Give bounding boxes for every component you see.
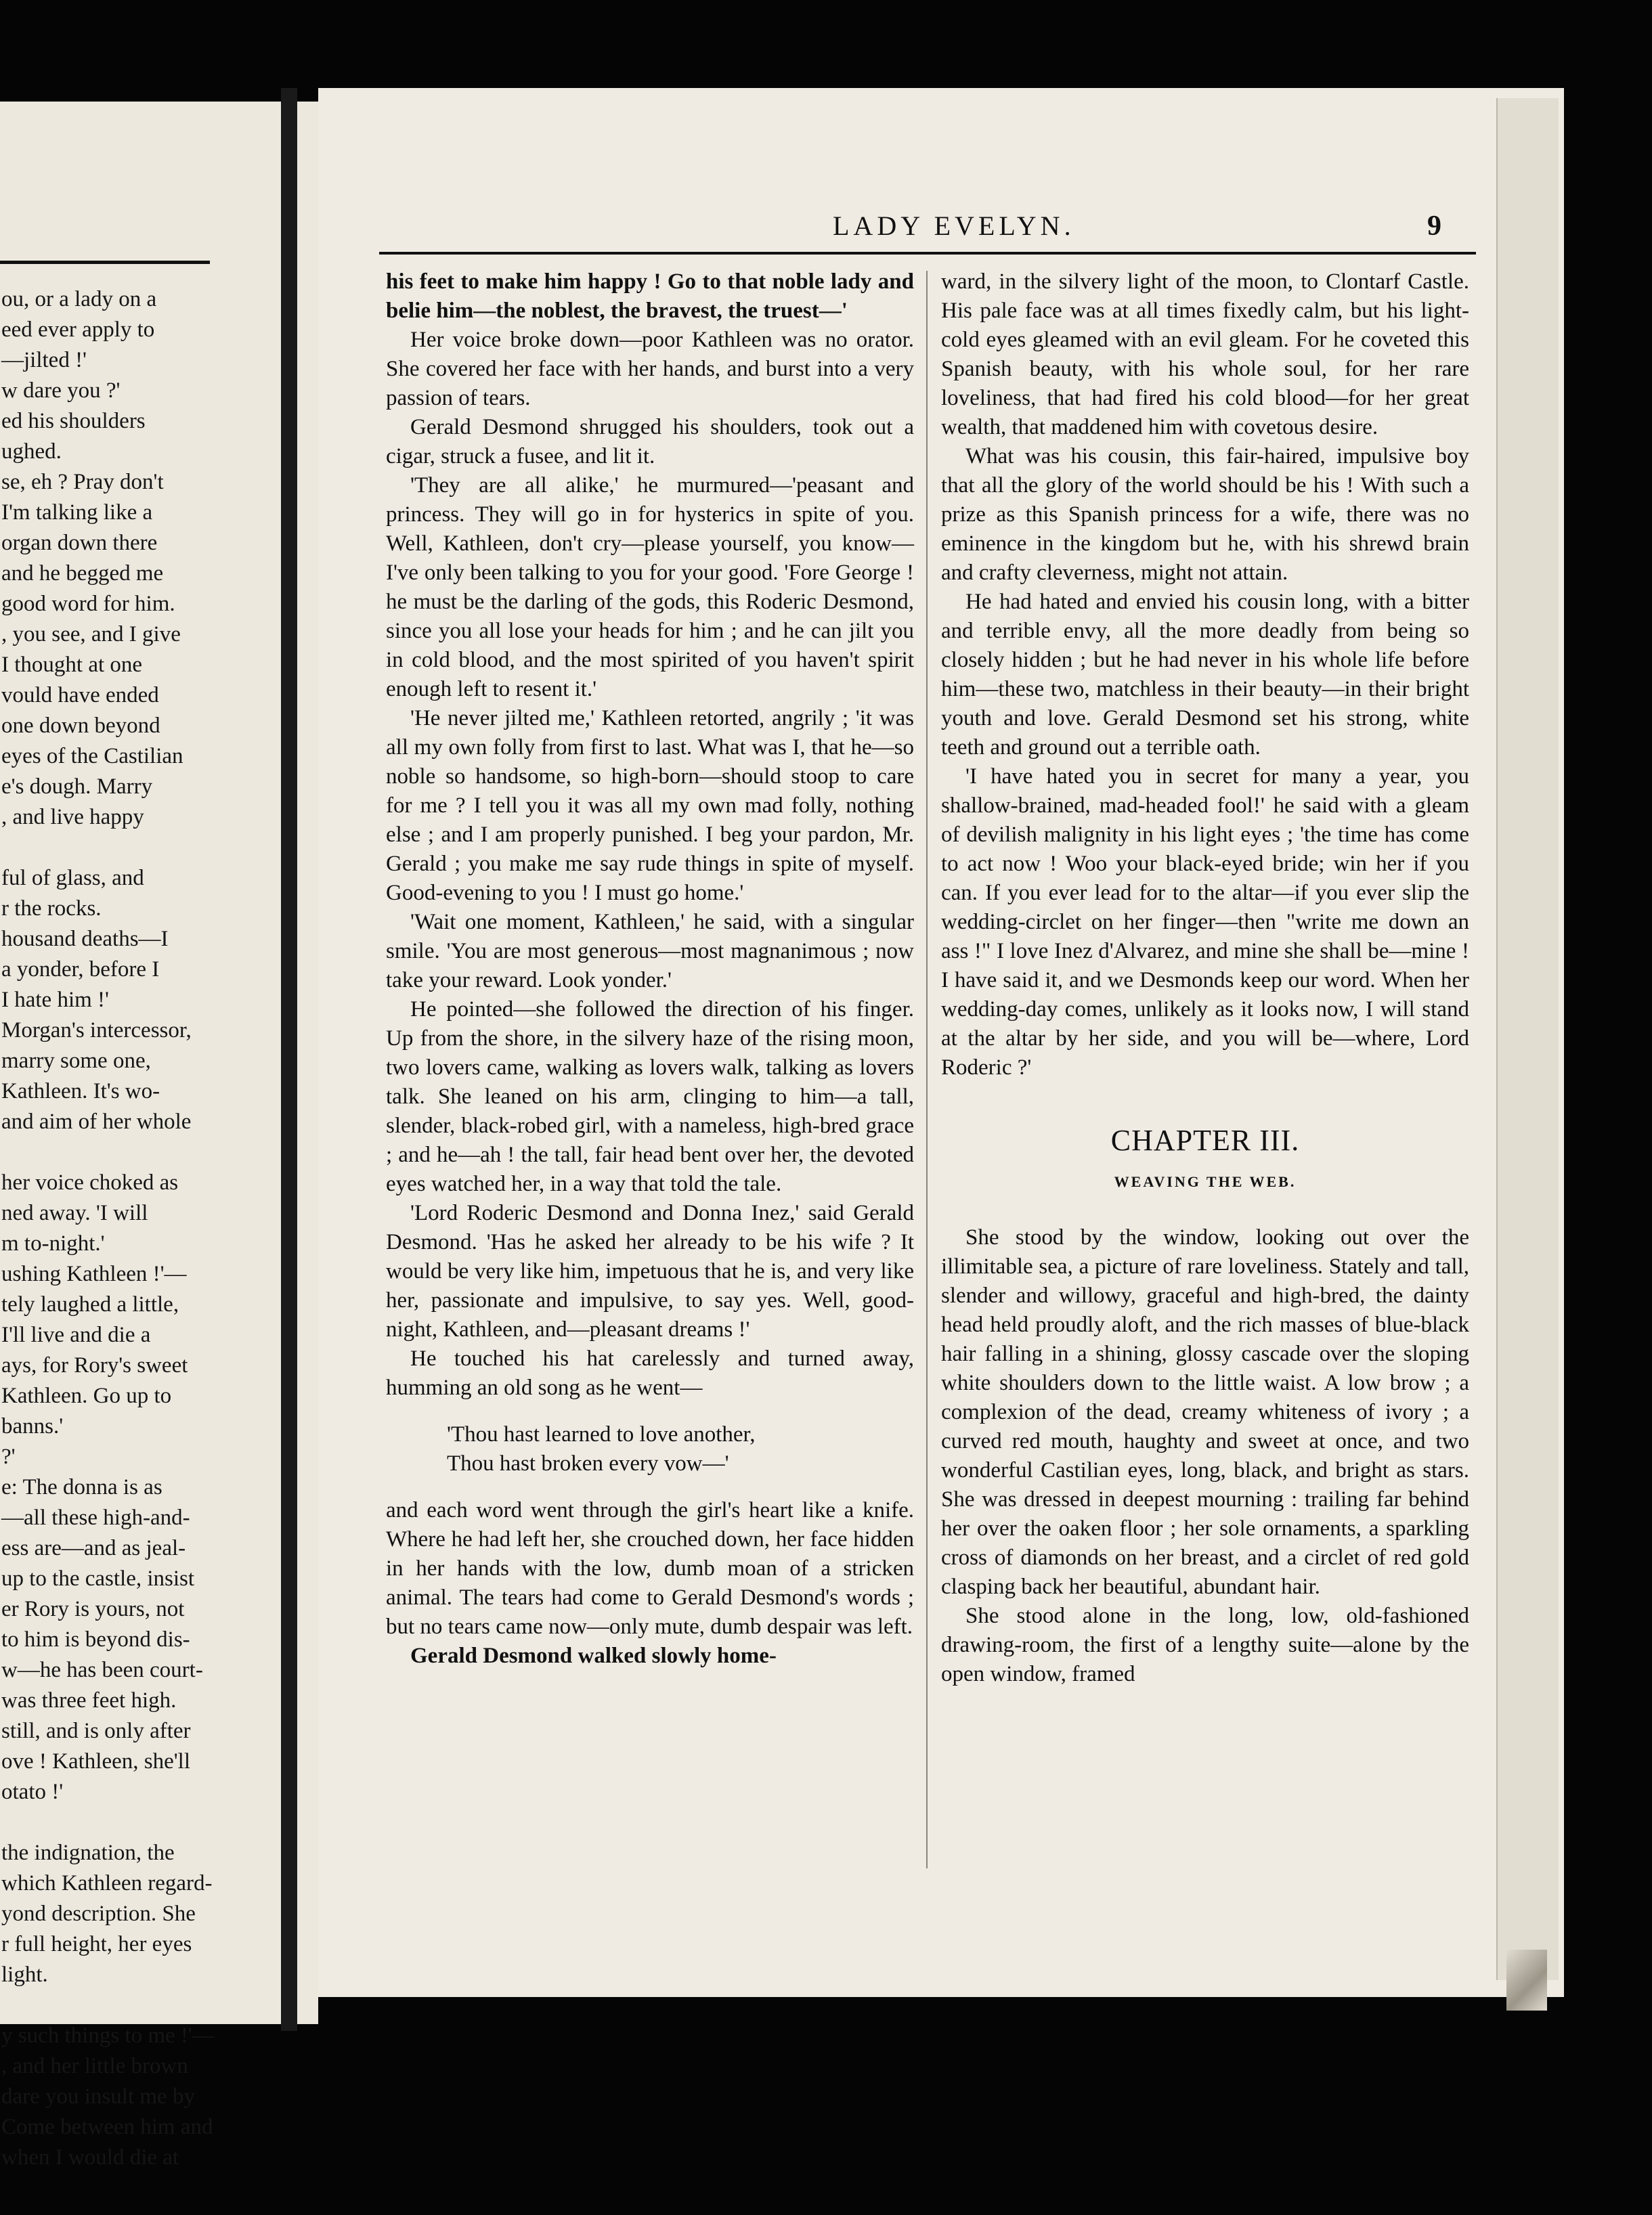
left-page-line: , and her little brown — [1, 2054, 188, 2078]
left-page-line: ushing Kathleen !'— — [1, 1262, 187, 1286]
left-page-line: I thought at one — [1, 653, 143, 677]
left-page-line: r full height, her eyes — [1, 1932, 192, 1956]
paragraph-gap — [1, 1137, 245, 1168]
left-page-line: m to-night.' — [1, 1231, 105, 1256]
left-page-line: ays, for Rory's sweet — [1, 1353, 188, 1378]
left-page-line: a yonder, before I — [1, 957, 160, 982]
torn-corner — [1506, 1950, 1547, 2011]
paragraph: 'I have hated you in secret for many a year, you shallow-brained, mad-headed fool!' he said with a gleam of devilish malignity in his light eyes ; 'the time has come to act now ! Woo your black-eyed bride; win her if you can. If you ever lead for to the altar—if you ever slip the wedding-circlet on her finger—then "write me down an ass !" I love Inez d'Alvarez, and mine she shall be—mine ! I have said it, and we Desmonds keep our word. When her wedding-day comes, unlikely as it looks now, I will stand at the altar by her side, and you will be—where, Lord Roderic ?' — [941, 764, 1469, 1080]
left-page-line: tely laughed a little, — [1, 1292, 179, 1317]
left-page-line: se, eh ? Pray don't — [1, 470, 164, 494]
left-page-line: good word for him. — [1, 592, 175, 616]
left-page-text-column — [1, 284, 245, 2173]
text-column-left — [386, 267, 914, 1671]
left-page-line: otato !' — [1, 1780, 64, 1804]
chapter-title: CHAPTER III. — [1110, 1124, 1300, 1157]
text-column-right — [941, 267, 1469, 1689]
left-page-line: dare you insult me by — [1, 2084, 195, 2109]
left-page-line: , and live happy — [1, 805, 144, 829]
running-head: LADY EVELYN. — [833, 211, 1075, 241]
left-page-line: when I would die at — [1, 2145, 179, 2170]
left-page-line: organ down there — [1, 531, 158, 555]
left-page-line: ed his shoulders — [1, 409, 146, 433]
left-page-line: ess are—and as jeal- — [1, 1536, 186, 1560]
paragraph: 'Wait one moment, Kathleen,' he said, with a singular smile. 'You are most generous—most magnanimous ; now take your reward. Look yonder.' — [386, 910, 914, 992]
left-page-line: I hate him !' — [1, 988, 109, 1012]
left-page-line: I'm talking like a — [1, 500, 153, 525]
left-page-line: ful of glass, and — [1, 866, 144, 890]
left-page-line: housand deaths—I — [1, 927, 169, 951]
paragraph-gap — [1, 1990, 245, 2021]
left-page-line: er Rory is yours, not — [1, 1597, 185, 1621]
paragraph: She stood by the window, looking out over the illimitable sea, a picture of rare loveliness. Stately and tall, slender and willowy, graceful and high-bred, the dainty head held proudly aloft, and the rich masses of blue-black hair falling in a shining, glossy cascade over the sloping white shoulders down to the little waist. A low brow ; a complexion of the dead, creamy whiteness of ivory ; a curved red mouth, haughty and sweet at once, and two wonderful Castilian eyes, long, black, and bright as stars. She was dressed in deepest mourning : trailing far behind her over the oaken floor ; her sole ornaments, a sparkling cross of diamonds on her breast, and a circlet of red gold clasping back her beautiful, abundant hair. — [941, 1225, 1469, 1599]
paragraph: 'He never jilted me,' Kathleen retorted, angrily ; 'it was all my own folly from first to last. What was I, that he—so noble so handsome, so high-born—should stoop to care for me ? I tell you it was all my own mad folly, nothing else ; and I am properly punished. I beg your pardon, Mr. Gerald ; you make me say rude things in spite of myself. Good-evening to you ! I must go home.' — [386, 706, 914, 905]
left-page-line: ned away. 'I will — [1, 1201, 148, 1225]
paragraph: Her voice broke down—poor Kathleen was no orator. She covered her face with her hands, and burst into a very passion of tears. — [386, 328, 914, 410]
left-page-line: Kathleen. Go up to — [1, 1384, 172, 1408]
left-page-line: still, and is only after — [1, 1719, 191, 1743]
paragraph: He pointed—she followed the direction of his finger. Up from the shore, in the silvery haze of the rising moon, two lovers came, walking as lovers walk, talking as lovers talk. She leaned on his arm, clinging to him—a tall, slender, black-robed girl, with a nameless, high-bred grace ; and he—ah ! the tall, fair head bent over her, the devoted eyes watched her, in a way that told the tale. — [386, 997, 914, 1196]
left-page-line: eyes of the Castilian — [1, 744, 183, 768]
page-number: 9 — [1427, 211, 1441, 242]
paragraph: 'Lord Roderic Desmond and Donna Inez,' said Gerald Desmond. 'Has he asked her already to be his wife ? It would be very like him, impetuous that he is, and very like her, passionate and impulsive, to say yes. Well, good-night, Kathleen, and—pleasant dreams !' — [386, 1201, 914, 1342]
left-page-line: Morgan's intercessor, — [1, 1018, 192, 1043]
paragraph-gap — [1, 833, 245, 863]
column-divider — [926, 271, 928, 1868]
left-page-line: the indignation, the — [1, 1841, 175, 1865]
binding-gutter — [281, 88, 297, 2031]
page-edge — [1496, 98, 1559, 1980]
left-page-line: e: The donna is as — [1, 1475, 162, 1499]
left-page-line: w dare you ?' — [1, 378, 121, 403]
left-page-line: —all these high-and- — [1, 1506, 190, 1530]
left-page-line: marry some one, — [1, 1049, 151, 1073]
header-rule — [379, 252, 1476, 255]
paragraph: Gerald Desmond walked slowly home- — [410, 1644, 777, 1668]
left-page-line: vould have ended — [1, 683, 159, 707]
left-page-line: her voice choked as — [1, 1170, 179, 1195]
chapter-subtitle: WEAVING THE WEB. — [1114, 1173, 1297, 1190]
left-page-line: one down beyond — [1, 714, 160, 738]
left-page-line: Come between him and — [1, 2115, 213, 2139]
paragraph: Gerald Desmond shrugged his shoulders, took out a cigar, struck a fusee, and lit it. — [386, 415, 914, 468]
paragraph: He had hated and envied his cousin long, with a bitter and terrible envy, all the more deadly from being so closely hidden ; but he had never in his whole life before him—these two, matchless in their beauty—in their bright youth and love. Gerald Desmond set his strong, white teeth and ground out a terrible oath. — [941, 590, 1469, 760]
left-page-line: w—he has been court- — [1, 1658, 203, 1682]
left-page-line: up to the castle, insist — [1, 1566, 195, 1591]
left-page-line: was three feet high. — [1, 1688, 177, 1713]
left-page-line: yond description. She — [1, 1902, 196, 1926]
left-page-line: which Kathleen regard- — [1, 1871, 213, 1895]
paragraph-gap — [1, 1807, 245, 1838]
left-page-line: Kathleen. It's wo- — [1, 1079, 160, 1103]
left-page-line: , you see, and I give — [1, 622, 181, 646]
left-page-line: and he begged me — [1, 561, 164, 586]
paragraph: What was his cousin, this fair-haired, impulsive boy that all the glory of the world should be his ! With such a prize as this Spanish princess for a wife, there was no eminence in the kingdom but he, with his shrewd brain and crafty cleverness, might not attain. — [941, 444, 1469, 585]
left-page-line: and aim of her whole — [1, 1110, 192, 1134]
left-page-line: ?' — [1, 1445, 16, 1469]
left-page-header-rule — [0, 261, 210, 264]
left-page-line: —jilted !' — [1, 348, 87, 372]
verse-line: Thou hast broken every vow—' — [447, 1451, 729, 1476]
left-page-line: y such things to me !'— — [1, 2023, 215, 2048]
verse-line: 'Thou hast learned to love another, — [447, 1422, 756, 1447]
left-page-line: to him is beyond dis- — [1, 1627, 190, 1652]
left-page-line: ove ! Kathleen, she'll — [1, 1749, 191, 1774]
paragraph: He touched his hat carelessly and turned away, humming an old song as he went— — [386, 1346, 914, 1400]
facing-page-left — [0, 102, 318, 2170]
left-page-line: r the rocks. — [1, 896, 102, 921]
left-page-line: eed ever apply to — [1, 317, 155, 342]
left-page-line: I'll live and die a — [1, 1323, 151, 1347]
paragraph: and each word went through the girl's heart like a knife. Where he had left her, she crouched down, her face hidden in her hands with the low, dumb moan of a stricken animal. The tears had come to Gerald Desmond's words ; but no tears came now—only mute, dumb despair was left. — [386, 1498, 914, 1639]
paragraph: his feet to make him happy ! Go to that noble lady and belie him—the noblest, the bravest, the truest—' — [386, 269, 914, 323]
left-page-line: ughed. — [1, 439, 62, 464]
paragraph: 'They are all alike,' he murmured—'peasant and princess. They will go in for hysterics in spite of you. Well, Kathleen, don't cry—please yourself, you know—I've only been talking to you for your good. 'Fore George ! he must be the darling of the gods, this Roderic Desmond, since you all lose your heads for him ; and he can jilt you in cold blood, and the most spirited of you haven't spirit enough left to resent it.' — [386, 473, 914, 701]
paragraph: She stood alone in the long, low, old-fashioned drawing-room, the first of a lengthy suite—alone by the open window, framed — [941, 1604, 1469, 1686]
left-page-line: banns.' — [1, 1414, 64, 1439]
paragraph: ward, in the silvery light of the moon, to Clontarf Castle. His pale face was at all times fixedly calm, but his light-cold eyes gleamed with an evil gleam. For he coveted this Spanish beauty, with his whole soul, for her rare loveliness, that had fired his cold blood—for her great wealth, that maddened him with covetous desire. — [941, 269, 1469, 439]
left-page-line: ou, or a lady on a — [1, 287, 157, 311]
left-page-line: light. — [1, 1962, 48, 1987]
left-page-line: e's dough. Marry — [1, 774, 153, 799]
